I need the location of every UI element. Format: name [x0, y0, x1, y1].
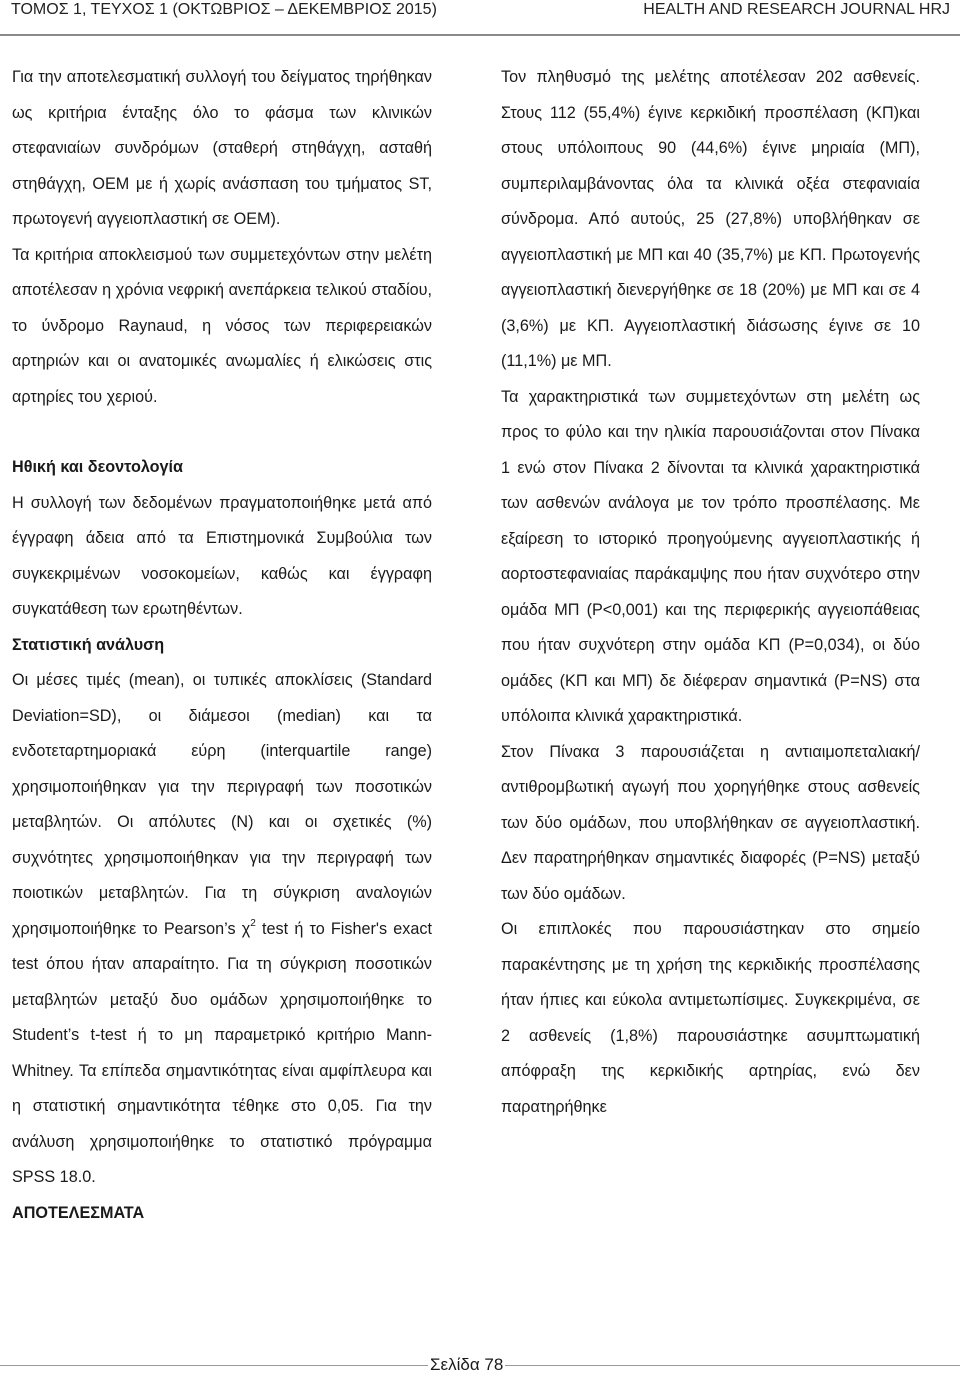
ethics-paragraph: Η συλλογή των δεδομένων πραγματοποιήθηκε μετά από έγγραφη άδεια από τα Επιστημονικά Συμβούλια των συγκεκριμένων νοσοκομείων, καθώς και έγγραφη συγκατάθεση των ερωτηθέντων.	[12, 493, 432, 618]
statistics-text-part-1: Οι μέσες τιμές (mean), οι τυπικές αποκλίσεις (Standard Deviation=SD), οι διάμεσοι (median) και τα ενδοτεταρτημοριακά εύρη (interquartile range) χρησιμοποιήθηκαν για την περιγραφή των ποσοτικών μεταβλητών. Οι απόλυτες (Ν) και οι σχετικές (%) συχνότητες χρησιμοποιήθηκαν για την περιγραφή των ποιοτικών μεταβλητών. Για τη σύγκριση αναλογιών χρησιμοποιήθηκε το Pearson’s χ	[12, 671, 432, 938]
exclusion-criteria-paragraph: Τα κριτήρια αποκλεισμού των συμμετεχόντων στην μελέτη αποτέλεσαν η χρόνια νεφρική ανεπάρκεια τελικού σταδίου, το ύνδρομο Raynaud, η νόσος των περιφερειακών αρτηριών και οι ανατομικές ανωμαλίες ή ελικώσεις στις αρτηρίες του χεριού.	[12, 245, 432, 406]
statistics-paragraph	[12, 663, 432, 1196]
population-paragraph: Τον πληθυσμό της μελέτης αποτέλεσαν 202 ασθενείς. Στους 112 (55,4%) έγινε κερκιδική προσπέλαση (ΚΠ)και στους υπόλοιπους 90 (44,6%) έγινε μηριαία (ΜΠ), συμπεριλαμβάνοντας όλα τα κλινικά οξέα στεφανιαία σύνδρομα. Από αυτούς, 25 (27,8%) υποβλήθηκαν σε αγγειοπλαστική με ΜΠ και 40 (35,7%) με ΚΠ. Πρωτογενής αγγειοπλαστική διενεργήθηκε σε 18 (20%) με ΜΠ και σε 4 (3,6%) με ΚΠ. Αγγειοπλαστική διάσωσης έγινε σε 10 (11,1%) με ΜΠ.	[501, 68, 920, 370]
ethics-heading: Ηθική και δεοντολογία	[12, 458, 183, 476]
complications-paragraph: Οι επιπλοκές που παρουσιάστηκαν στο σημείο παρακέντησης με τη χρήση της κερκιδικής προσπέλασης ήταν ήπιες και εύκολα αντιμετωπίσιμες. Συγκεκριμένα, σε 2 ασθενείς (1,8%) παρουσιάστηκε ασυμπτωματική απόφραξη της κερκιδικής αρτηρίας, ενώ δεν παρατηρήθηκε	[501, 920, 920, 1116]
characteristics-paragraph: Τα χαρακτηριστικά των συμμετεχόντων στη μελέτη ως προς το φύλο και την ηλικία παρουσιάζονται στον Πίνακα 1 ενώ στον Πίνακα 2 δίνονται τα κλινικά χαρακτηριστικά των ασθενών ανάλογα με τον τρόπο προσπέλασης. Με εξαίρεση το ιστορικό προηγούμενης αγγειοπλαστικής ή αορτοστεφανιαίας παράκαμψης που ήταν συχνότερο στην ομάδα ΜΠ (P<0,001) και της περιφερικής αγγειοπάθειας που ήταν συχνότερη στην ομάδα ΚΠ (P=0,034), οι δύο ομάδες (ΚΠ και ΜΠ) δε διέφεραν σημαντικά (P=NS) στα υπόλοιπα κλινικά χαρακτηριστικά.	[501, 387, 920, 725]
section-gap	[12, 415, 432, 450]
statistics-heading: Στατιστική ανάλυση	[12, 635, 165, 654]
journal-title: HEALTH AND RESEARCH JOURNAL HRJ	[643, 1, 950, 18]
chi-square-superscript: 2	[250, 917, 256, 929]
running-header	[0, 0, 960, 36]
right-column	[501, 60, 920, 1125]
results-heading: ΑΠΟΤΕΛΕΣΜΑΤΑ	[12, 1203, 145, 1222]
inclusion-criteria-paragraph: Για την αποτελεσματική συλλογή του δείγματος τηρήθηκαν ως κριτήρια ένταξης όλο το φάσμα των κλινικών στεφανιαίων συνδρόμων (σταθερή στηθάγχη, ασταθή στηθάγχη, ΟΕΜ με ή χωρίς ανάσπαση του τμήματος ST, πρωτογενή αγγειοπλαστική σε ΟΕΜ).	[12, 68, 432, 228]
therapy-paragraph: Στον Πίνακα 3 παρουσιάζεται η αντιαιμοπεταλιακή/αντιθρομβωτική αγωγή που χορηγήθηκε στους ασθενείς των δύο ομάδων, που υποβλήθηκαν σε αγγειοπλαστική. Δεν παρατηρήθηκαν σημαντικές διαφορές (P=NS) μεταξύ των δύο ομάδων.	[501, 742, 920, 903]
journal-issue-label: ΤΟΜΟΣ 1, ΤΕΥΧΟΣ 1 (ΟΚΤΩΒΡΙΟΣ – ΔΕΚΕΜΒΡΙΟΣ 2015)	[11, 1, 437, 18]
statistics-text-part-2: test ή το Fisher's exact test όπου ήταν απαραίτητο. Για τη σύγκριση ποσοτικών μεταβλητών μεταξύ δυο ομάδων χρησιμοποιήθηκε το Student’s t-test ή το μη παραμετρικό κριτήριο Mann-Whitney. Τα επίπεδα σημαντικότητας είναι αμφίπλευρα και η στατιστική σημαντικότητα τέθηκε στο 0,05. Για την ανάλυση χρησιμοποιήθηκε το στατιστικό πρόγραμμα SPSS 18.0.	[12, 919, 432, 1186]
left-column	[12, 60, 432, 1231]
page-number: Σελίδα 78	[430, 1355, 504, 1374]
